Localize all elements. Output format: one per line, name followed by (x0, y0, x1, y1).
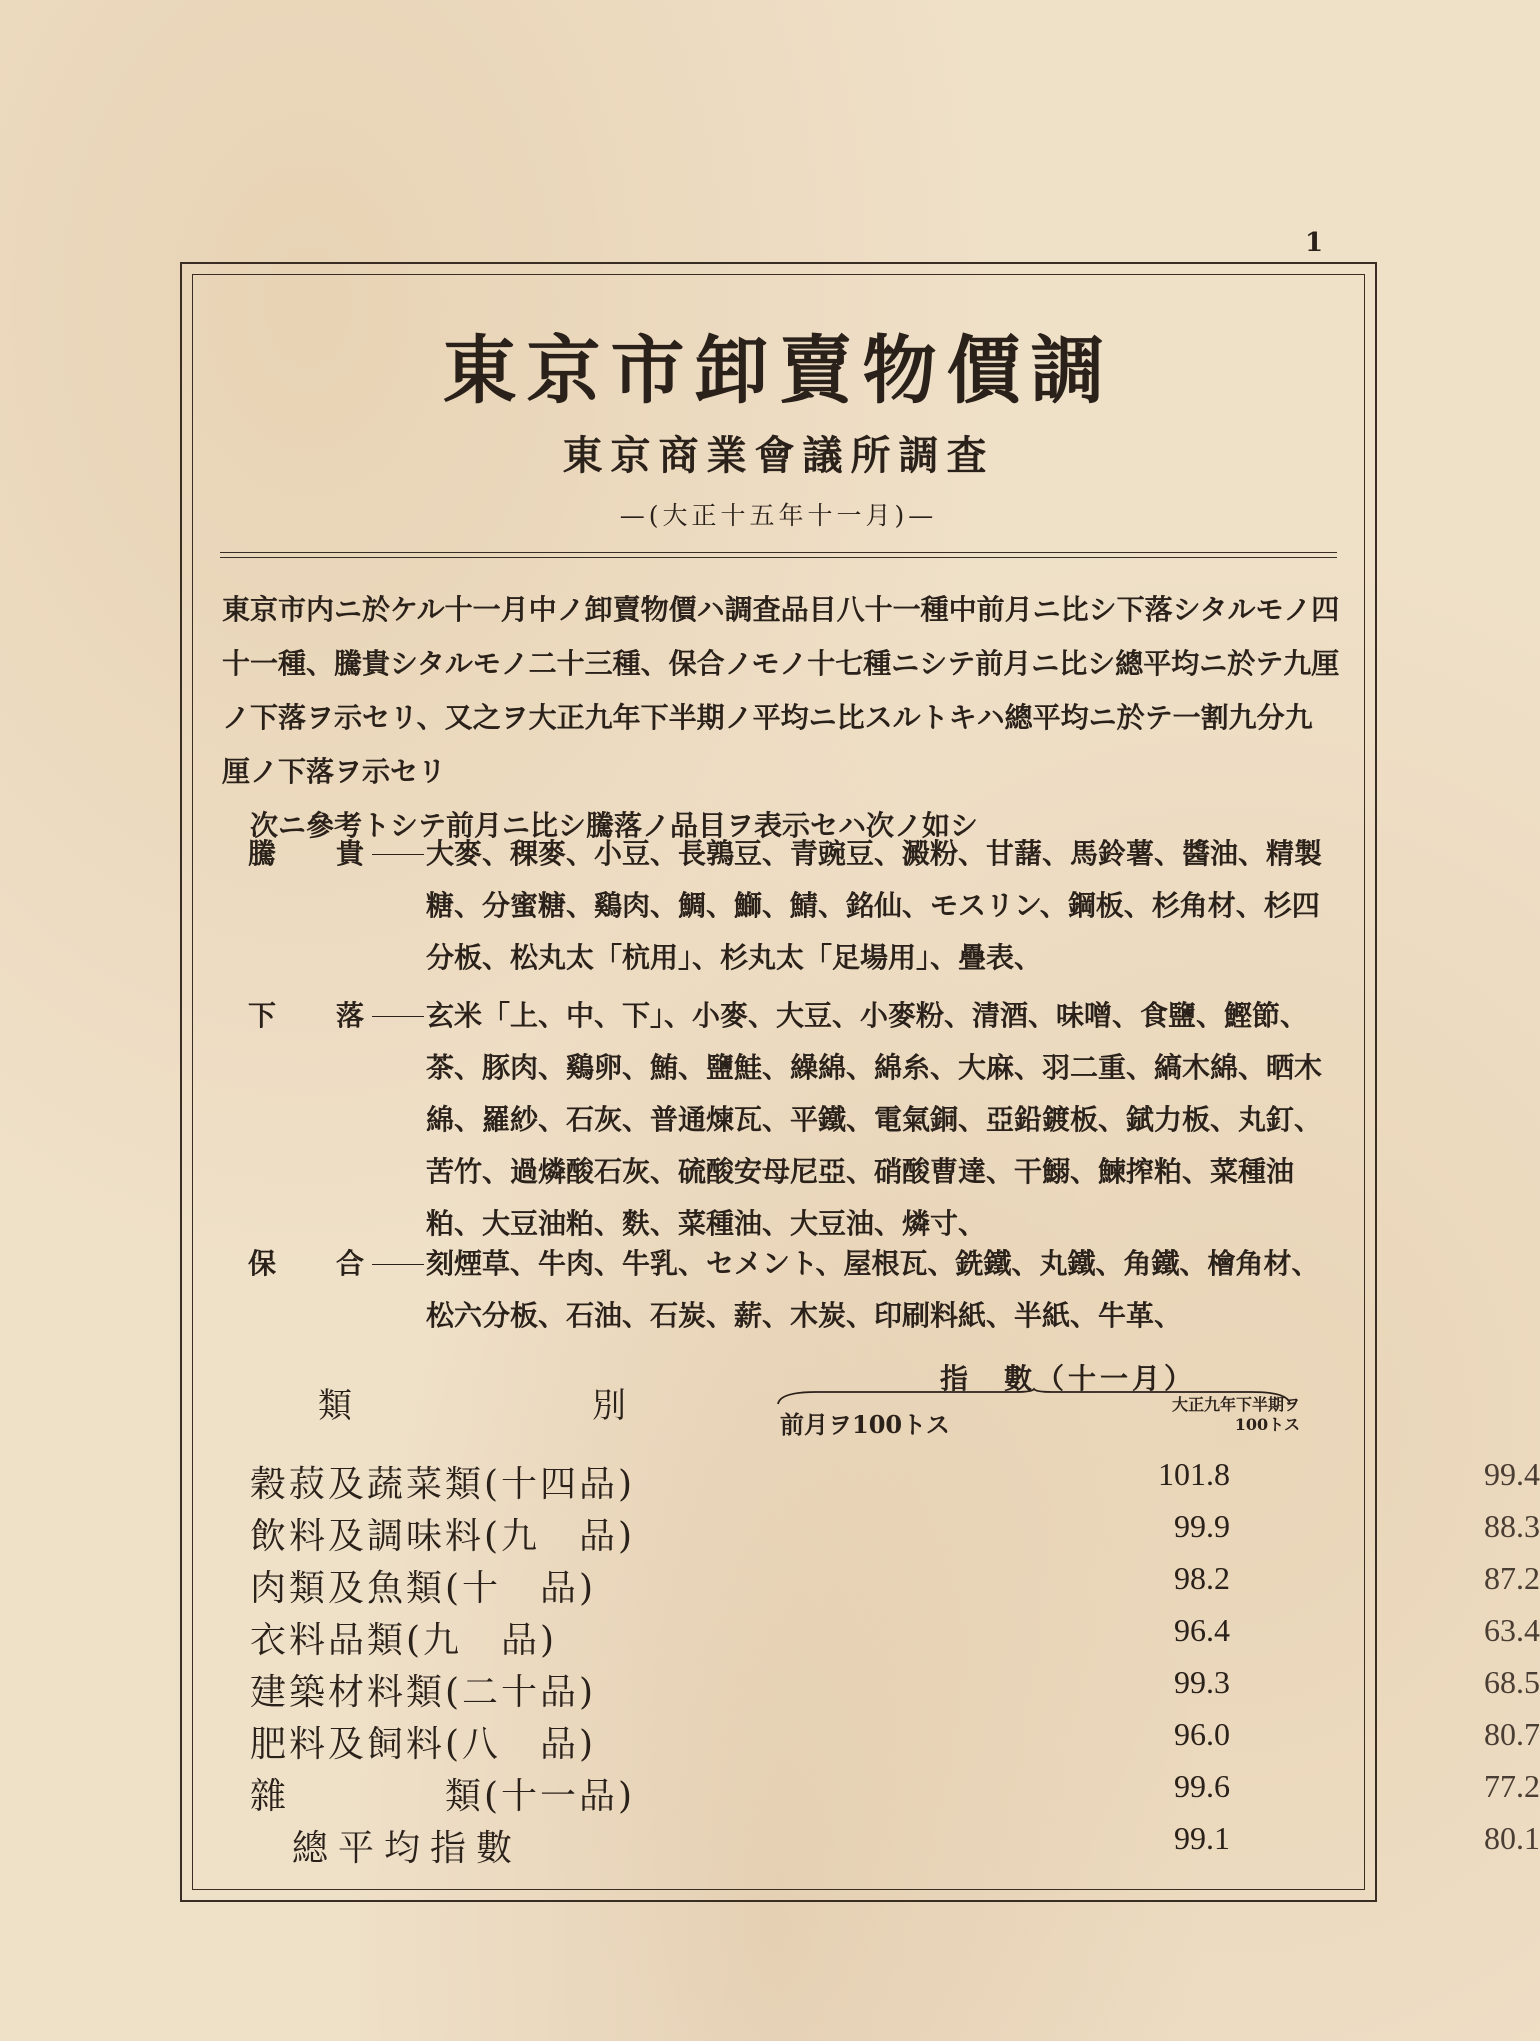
table-subheader-prev-month: 前月ヲ100トス (780, 1410, 950, 1439)
table-subheader-taisho9: 大正九年下半期ヲ100トス (1171, 1395, 1300, 1434)
section-unchanged (248, 1238, 1343, 1342)
intro-text (222, 583, 1340, 853)
table-row (250, 1716, 1540, 1765)
table-row-total (250, 1820, 1540, 1869)
section-items: 刻煙草、牛肉、牛乳、セメント、屋根瓦、銑鐵、丸鐵、角鐵、檜角材、松六分板、石油、石炭、薪、木炭、印刷料紙、半紙、牛革、 (426, 1247, 1320, 1332)
table-row (250, 1508, 1540, 1557)
row-value-prev-month: 98.2 (1174, 1560, 1230, 1596)
table-row (250, 1560, 1540, 1609)
row-category: 雜 類(十一品) (250, 1776, 636, 1817)
row-value-prev-month: 99.9 (1174, 1508, 1230, 1544)
total-value-taisho9: 80.1 (1484, 1820, 1540, 1856)
row-value-prev-month: 99.3 (1174, 1664, 1230, 1700)
page-number: 1 (1305, 228, 1324, 258)
section-head-char-1: 保 (248, 1247, 277, 1280)
dash-rule (372, 1016, 424, 1017)
row-category: 衣料品類(九 品) (250, 1620, 558, 1661)
row-category: 肉類及魚類(十 品) (250, 1568, 597, 1609)
row-value-prev-month: 99.6 (1174, 1768, 1230, 1804)
section-items: 玄米「上、中、下」、小麥、大豆、小麥粉、清酒、味噌、食鹽、鰹節、茶、豚肉、鷄卵、鮪、鹽鮭、繰綿、綿糸、大麻、羽二重、縞木綿、晒木綿、羅紗、石灰、普通煉瓦、平鐵、電氣銅、亞鉛鍍板、錻力板、丸釘、苦竹、過燐酸石灰、硫酸安母尼亞、硝酸曹達、干鰯、鰊搾粕、菜種油粕、大豆油粕、麩、菜種油、大豆油、燐寸、 (426, 999, 1323, 1240)
table-row (250, 1456, 1540, 1505)
row-value-taisho9: 80.7 (1484, 1716, 1540, 1752)
row-value-prev-month: 96.0 (1174, 1716, 1230, 1752)
row-category: 穀菽及蔬菜類(十四品) (250, 1464, 636, 1505)
section-items: 大麥、稞麥、小豆、長鶉豆、青豌豆、澱粉、甘藷、馬鈴薯、醬油、精製糖、分蜜糖、鷄肉、鯛、鰤、鯖、銘仙、モスリン、鋼板、杉角材、杉四分板、松丸太「杭用」、杉丸太「足場用」、疊表、 (426, 837, 1323, 974)
page-title: 東京市卸賣物價調 (442, 328, 1115, 414)
row-category: 飲料及調味料(九 品) (250, 1516, 636, 1557)
section-head-char-2: 落 (336, 999, 365, 1032)
row-value-taisho9: 77.2 (1484, 1768, 1540, 1804)
table-header-index: 指 數（十一月） (940, 1362, 1197, 1395)
row-value-taisho9: 88.3 (1484, 1508, 1540, 1544)
total-category: 總平均指數 (292, 1828, 523, 1869)
section-head-char-2: 合 (336, 1247, 365, 1280)
section-head-char-1: 騰 (248, 837, 277, 870)
intro-paragraph: 東京市内ニ於ケル十一月中ノ卸賣物價ハ調査品目八十一種中前月ニ比シ下落シタルモノ四十一種、騰貴シタルモノ二十三種、保合ノモノ十七種ニシテ前月ニ比シ總平均ニ於テ九厘ノ下落ヲ示セリ、又之ヲ大正九年下半期ノ平均ニ比スルトキハ總平均ニ於テ一割九分九厘ノ下落ヲ示セリ (222, 593, 1340, 788)
row-value-taisho9: 63.4 (1484, 1612, 1540, 1648)
row-value-prev-month: 101.8 (1158, 1456, 1230, 1492)
section-fall (248, 990, 1343, 1250)
row-category: 建築材料類(二十品) (250, 1672, 597, 1713)
page-subtitle: 東京商業會議所調査 (562, 433, 995, 479)
table-row (250, 1612, 1540, 1661)
section-rise (248, 828, 1343, 984)
row-value-taisho9: 87.2 (1484, 1560, 1540, 1596)
section-head-char-1: 下 (248, 999, 277, 1032)
row-category: 肥料及飼料(八 品) (250, 1724, 597, 1765)
date-line: —(大正十五年十一月)— (619, 501, 938, 530)
row-value-taisho9: 68.5 (1484, 1664, 1540, 1700)
table-row (250, 1664, 1540, 1713)
table-header-category-1: 類 (318, 1386, 358, 1426)
dash-rule (372, 854, 424, 855)
intro-note: 次ニ參考トシテ前月ニ比シ騰落ノ品目ヲ表示セハ次ノ如シ (250, 809, 979, 842)
total-value-prev-month: 99.1 (1174, 1820, 1230, 1856)
row-value-taisho9: 99.4 (1484, 1456, 1540, 1492)
section-head-char-2: 貴 (336, 837, 365, 870)
row-value-prev-month: 96.4 (1174, 1612, 1230, 1648)
table-row (250, 1768, 1540, 1817)
table-header-category-2: 別 (592, 1386, 632, 1426)
dash-rule (372, 1264, 424, 1265)
double-rule-divider (220, 552, 1337, 558)
